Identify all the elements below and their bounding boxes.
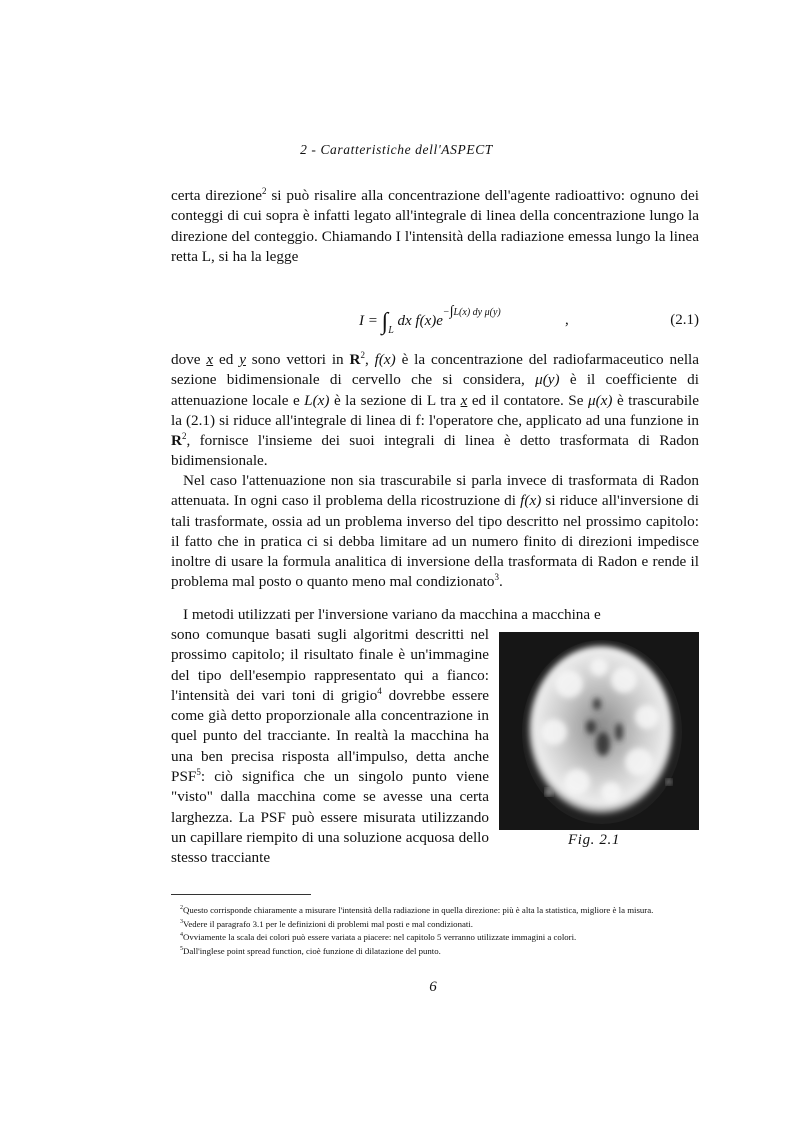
figure-caption: Fig. 2.1 — [568, 832, 620, 848]
footnote-divider — [171, 894, 311, 895]
equation-2-1 — [171, 304, 699, 344]
footnote-ref-5[interactable]: 5 — [196, 767, 201, 778]
footnote-ref-3[interactable]: 3 — [494, 572, 500, 583]
footnote-5: $^5$Dall'inglese point spread function, cioè funzione di dilatazione del punto. — [180, 945, 441, 956]
page-number: 6 — [429, 979, 437, 995]
equation-body: $I = \int_L$ dx $f(x)e^{-\int L(x) dy \mu(y)}$ — [359, 304, 501, 336]
footnote-ref-2[interactable]: 2 — [261, 186, 267, 196]
footnote-2: $^2$Questo corrisponde chiaramente a misurare l'intensità della radiazione in quella direzione: più è alta la statistica, migliore è la misura. — [180, 905, 654, 915]
footnote-3: $^3$Vedere il paragrafo 3.1 per le definizioni di problemi mal posti e mal condizionati. — [180, 918, 473, 929]
paragraph-intro: certa direzione$^2$ si può risalire alla concentrazione dell'agente radioattivo: ognuno dei conteggi di cui sopra è infatti legato all'integrale di linea della concentrazione lungo la direzione del conteggio. Chiamando I l'intensità della radiazione emessa lungo la linea retta L, si ha la legge — [171, 186, 699, 265]
equation-comma: , — [565, 312, 569, 328]
brain-scan-image — [499, 632, 699, 830]
paragraph-methods: sono comunque basati sugli algoritmi descritti nel prossimo capitolo; il risultato finale è un'immagine del tipo dell'esempio rappresentato qui a fianco: l'intensità dei vari toni di grigio$^4$ dovrebbe essere come già detto proporzionale alla concentrazione in quel punto del tracciante. In realtà la macchina ha una ben precisa risposta all'impulso, detta anche PSF$^5$: ciò significa che un singolo punto viene "visto" dalla macchina come se avesse una certa larghezza. La PSF può essere misurata utilizzando un capillare riempito di una soluzione acquosa dello stesso tracciante — [171, 626, 489, 867]
equation-number: (2.1) — [670, 312, 699, 328]
paragraph-methods-first-line: I metodi utilizzati per l'inversione variano da macchina a macchina e — [183, 606, 601, 623]
footnote-4: $^4$Ovviamente la scala dei colori può essere variata a piacere: nel capitolo 5 verranno utilizzate immagini a colori. — [180, 932, 577, 942]
paragraph-attenuation: Nel caso l'attenuazione non sia trascurabile si parla invece di trasformata di Radon attenuata. In ogni caso il problema della ricostruzione di f(x) si riduce all'inversione di tali trasformate, ossia ad un problema inverso del tipo descritto nel prossimo capitolo: il fatto che in pratica ci si debba limitare ad un numero finito di direzioni impedisce inoltre di usare la formula analitica di inversione della trasformata di Radon e rende il problema mal posto o quanto meno mal condizionato$^3$. — [171, 472, 699, 591]
footnote-ref-4[interactable]: 4 — [377, 685, 382, 696]
footnotes — [180, 904, 710, 958]
figure-brain-scan — [499, 632, 699, 830]
running-header: 2 - Caratteristiche dell'ASPECT — [300, 142, 493, 157]
paragraph-definitions: dove x ed y sono vettori in $R^2$, f(x) è la concentrazione del radiofarmaceutico nella sezione bidimensionale di cervello che si considera, μ(y) è il coefficiente di attenuazione locale e L(x) è la sezione di L tra x ed il contatore. Se μ(x) è trascurabile la (2.1) si riduce all'integrale di linea di f: l'operatore che, applicato ad una funzione in $R^2$, fornisce l'insieme dei suoi integrali di linea è detto trasformata di Radon bidimensionale. — [171, 350, 699, 470]
